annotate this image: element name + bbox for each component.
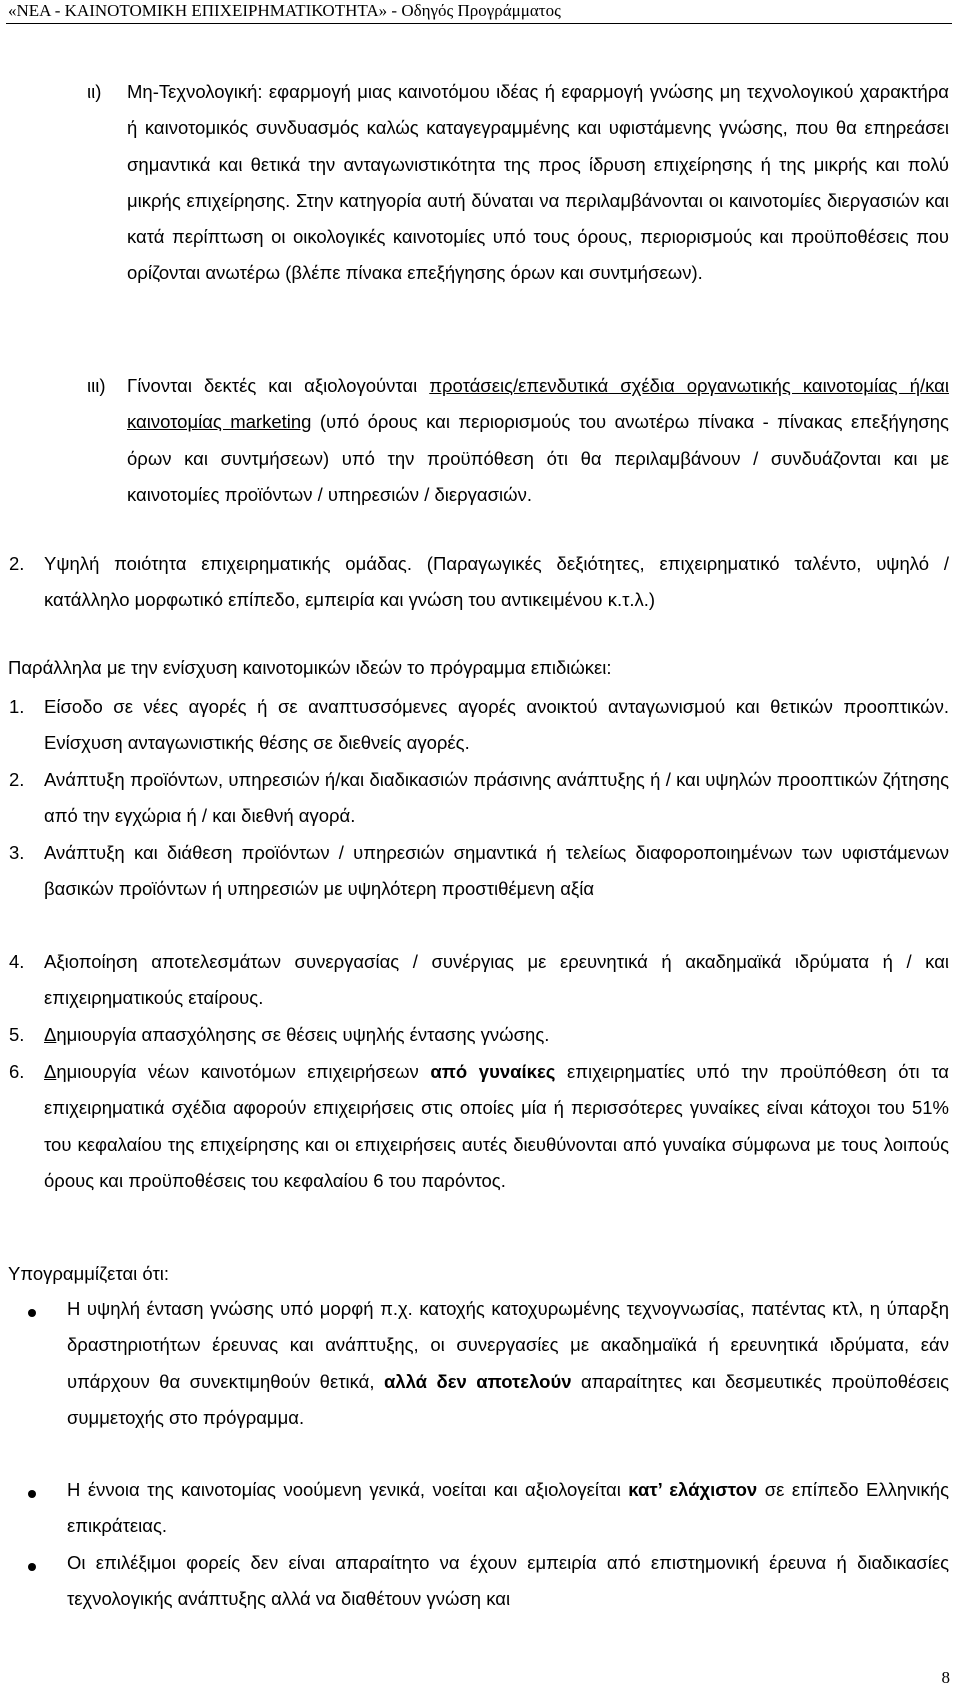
bullet-text: Η έννοια της καινοτομίας νοούμενη γενικά, νοείται και αξιολογείται κατ’ ελάχιστον σε επίπεδο Ελληνικής επικράτειας. — [67, 1479, 950, 1537]
goal-text: Αξιοποίηση αποτελεσμάτων συνεργασίας / συνέργιας με ερευνητικά ή ακαδημαϊκά ιδρύματα ή / και επιχειρηματικούς εταίρους. — [44, 951, 949, 1009]
goal-text: Δημιουργία απασχόλησης σε θέσεις υψηλής έντασης γνώσης. — [44, 1024, 550, 1045]
goal-bold-phrase: από γυναίκες — [430, 1061, 556, 1082]
bullet-dot-icon — [28, 1563, 36, 1571]
bullet-dot-icon — [28, 1309, 36, 1317]
goal-number: 2. — [9, 769, 25, 790]
sub-item-iii-text: Γίνονται δεκτές και αξιολογούνται προτάσεις/επενδυτικά σχέδια οργανωτικής καινοτομίας ή/και καινοτομίας marketing (υπό όρους και περιορισμούς του ανωτέρω πίνακα - πίνακας επεξήγησης όρων και συντμήσεων) υπό την προϋπόθεση ότι θα περιλαμβάνουν / συνδυάζονται και με καινοτομίες προϊόντων / υπηρεσιών / διεργασιών. — [127, 375, 949, 505]
sub-item-iii-marker: ιιι) — [87, 375, 106, 396]
goal-text: Δημιουργία νέων καινοτόμων επιχειρήσεων από γυναίκες επιχειρηματίες υπό την προϋπόθεση ότι τα επιχειρηματικά σχέδια αφορούν επιχειρήσεις στις οποίες μία ή περισσότερες γυναίκες είναι κάτοχοι του 51% του κεφαλαίου της επιχείρησης και οι επιχειρήσεις αυτές διευθύνονται από γυναίκα σύμφωνα με τους λοιπούς όρους και προϋποθέσεις του κεφαλαίου 6 του παρόντος. — [44, 1061, 949, 1191]
page-header — [0, 0, 960, 26]
goal-number: 5. — [9, 1024, 25, 1045]
header-title: «ΝΕΑ - ΚΑΙΝΟΤΟΜΙΚΗ ΕΠΙΧΕΙΡΗΜΑΤΙΚΟΤΗΤΑ» - Οδηγός Προγράμματος — [8, 1, 561, 20]
sub-item-iii-underlined: προτάσεις/επενδυτικά σχέδια οργανωτικής καινοτομίας ή/και καινοτομίας marketing — [127, 375, 949, 433]
goal-number: 4. — [9, 951, 25, 972]
bullet-dot-icon — [28, 1490, 36, 1498]
goal-text: Είσοδο σε νέες αγορές ή σε αναπτυσσόμενες αγορές ανοικτού ανταγωνισμού και θετικών προοπτικών. Ενίσχυση ανταγωνιστικής θέσης σε διεθνείς αγορές. — [44, 696, 949, 754]
goal-text: Ανάπτυξη και διάθεση προϊόντων / υπηρεσιών σημαντικά ή τελείως διαφοροποιημένων των υφιστάμενων βασικών προϊόντων ή υπηρεσιών με υψηλότερη προστιθέμενη αξία — [44, 842, 949, 900]
goal-number: 3. — [9, 842, 25, 863]
goal-number: 6. — [9, 1061, 25, 1082]
page-number: 8 — [941, 1668, 950, 1687]
intro-line: Παράλληλα με την ενίσχυση καινοτομικών ιδεών το πρόγραμμα επιδιώκει: — [8, 657, 612, 678]
sub-item-ii-text: Μη-Τεχνολογική: εφαρμογή μιας καινοτόμου ιδέας ή εφαρμογή γνώσης μη τεχνολογικού χαρακτήρα ή καινοτομικός συνδυασμός καλώς καταγεγραμμένης και υφιστάμενης γνώσης, που θα επηρεάσει σημαντικά και θετικά την ανταγωνιστικότητα της προς ίδρυση επιχείρησης ή της μικρής και πολύ μικρής επιχείρησης. Στην κατηγορία αυτή δύναται να περιλαμβάνονται οι καινοτομίες διεργασιών και κατά περίπτωση οι οικολογικές καινοτομίες υπό τους όρους, περιορισμούς και προϋποθέσεις που ορίζονται ανωτέρω (βλέπε πίνακα επεξήγησης όρων και συντμήσεων). — [127, 81, 949, 284]
criteria-item-2-number: 2. — [9, 553, 25, 574]
emphasis-heading: Υπογραμμίζεται ότι: — [8, 1263, 170, 1284]
goal-number: 1. — [9, 696, 25, 717]
bullet-text: Η υψηλή ένταση γνώσης υπό μορφή π.χ. κατοχής κατοχυρωμένης τεχνογνωσίας, πατέντας κτλ, η ύπαρξη δραστηριοτήτων έρευνας και ανάπτυξης, οι συνεργασίες με ακαδημαϊκά ή ερευνητικά ιδρύματα, εάν υπάρχουν θα συνεκτιμηθούν θετικά, αλλά δεν αποτελούν απαραίτητες και δεσμευτικές προϋποθέσεις συμμετοχής στο πρόγραμμα. — [67, 1298, 949, 1428]
bullet-text: Οι επιλέξιμοι φορείς δεν είναι απαραίτητο να έχουν εμπειρία από επιστημονική έρευνα ή διαδικασίες τεχνολογικής ανάπτυξης αλλά να διαθέτουν γνώση και — [67, 1552, 949, 1610]
goal-text: Ανάπτυξη προϊόντων, υπηρεσιών ή/και διαδικασιών πράσινης ανάπτυξης ή / και υψηλών προοπτικών ζήτησης από την εγχώρια ή / και διεθνή αγορά. — [44, 769, 949, 827]
header-rule — [6, 23, 952, 24]
sub-item-ii-marker: ιι) — [87, 81, 102, 102]
criteria-item-2-text: Υψηλή ποιότητα επιχειρηματικής ομάδας. (Παραγωγικές δεξιότητες, επιχειρηματικό ταλέντο, υψηλό / κατάλληλο μορφωτικό επίπεδο, εμπειρία και γνώση του αντικειμένου κ.τ.λ.) — [44, 553, 949, 611]
